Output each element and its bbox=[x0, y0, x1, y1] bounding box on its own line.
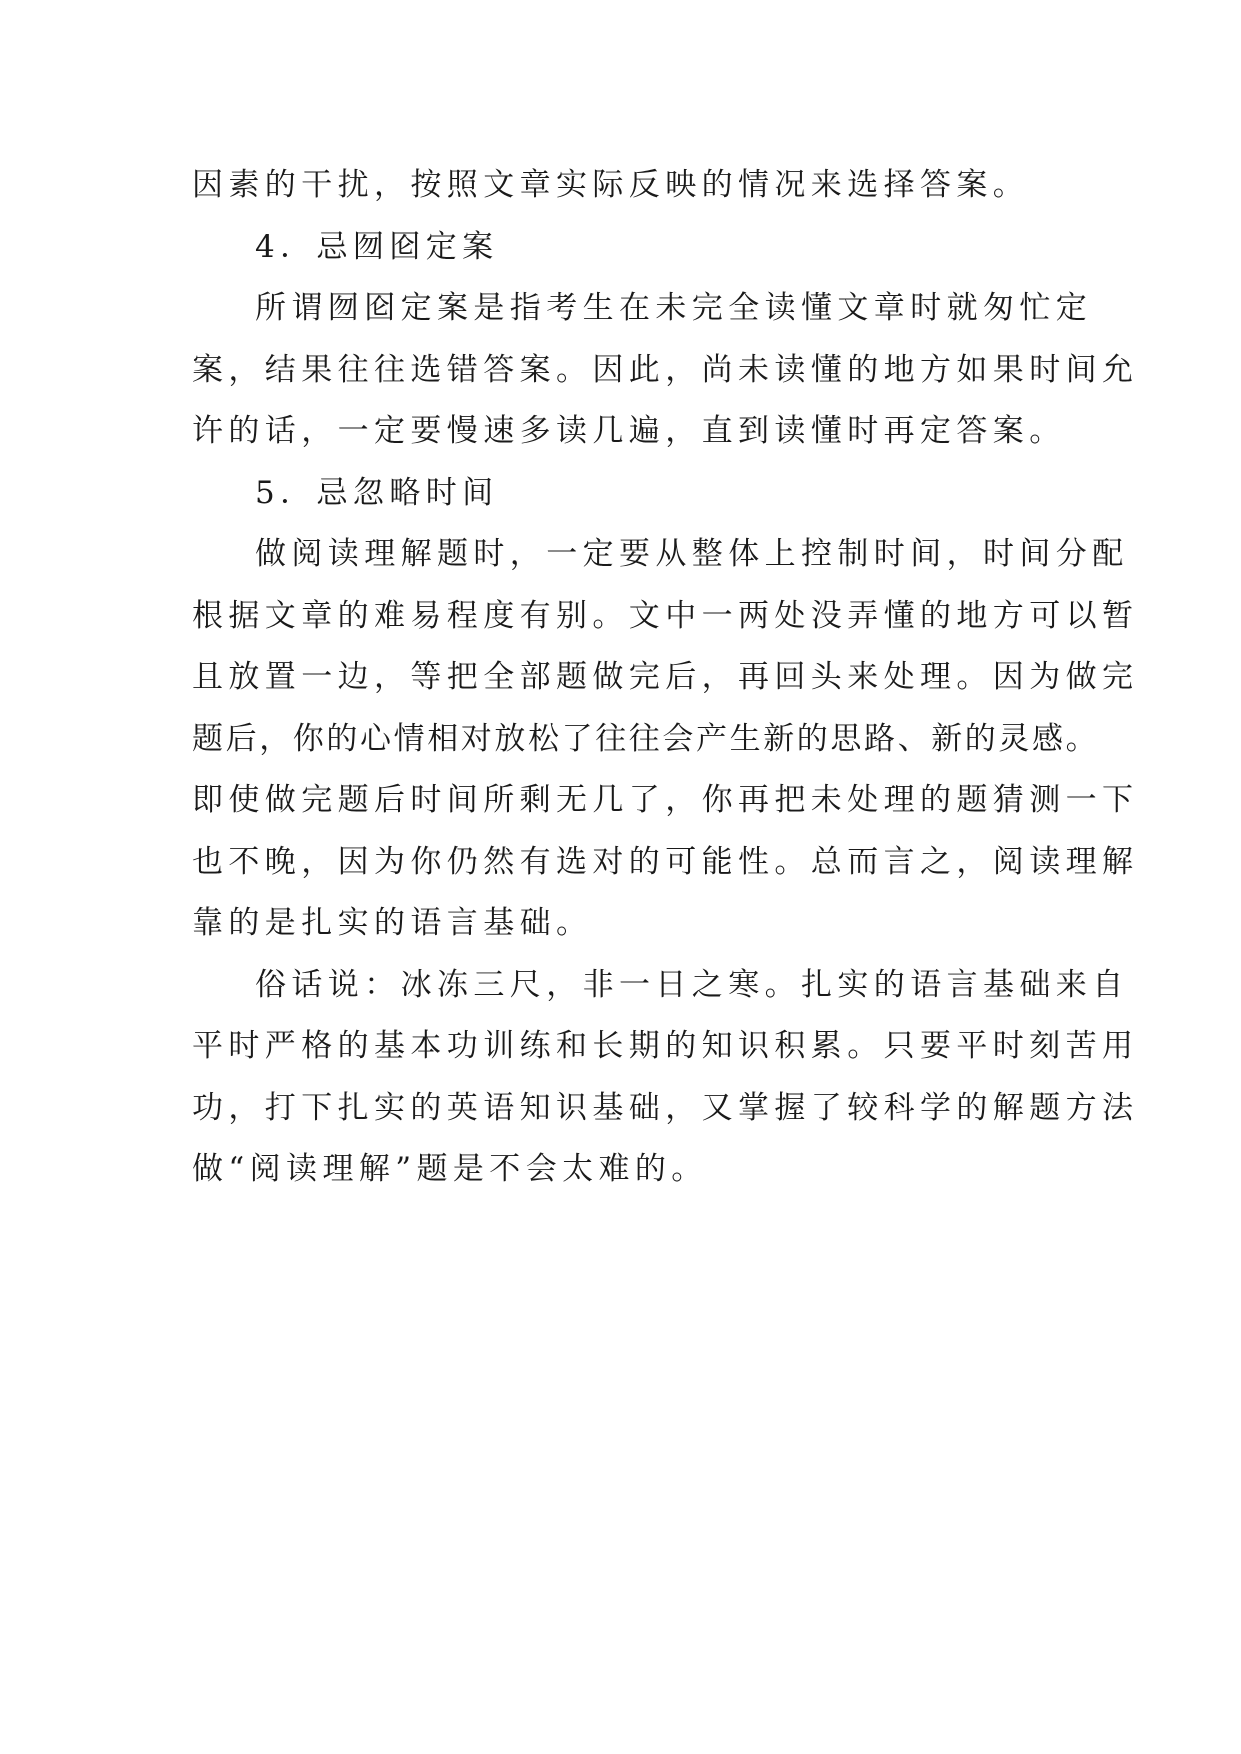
paragraph-line: 即使做完题后时间所剩无几了，你再把未处理的题猜测一下 bbox=[192, 782, 1139, 818]
paragraph-line: 做“阅读理解”题是不会太难的。 bbox=[192, 1151, 708, 1187]
document-page bbox=[192, 155, 1139, 1201]
paragraph-line: 功，打下扎实的英语知识基础，又掌握了较科学的解题方法 bbox=[192, 1089, 1139, 1126]
paragraph-line: 案，结果往往选错答案。因此，尚未读懂的地方如果时间允 bbox=[192, 351, 1139, 388]
paragraph-line: 靠的是扎实的语言基础。 bbox=[192, 905, 593, 941]
paragraph-line: 根据文章的难易程度有别。文中一两处没弄懂的地方可以暂 bbox=[192, 597, 1139, 634]
paragraph-line: 平时严格的基本功训练和长期的知识积累。只要平时刻苦用 bbox=[192, 1028, 1139, 1064]
paragraph-line: 许的话，一定要慢速多读几遍，直到读懂时再定答案。 bbox=[192, 413, 1066, 449]
paragraph-line: 且放置一边，等把全部题做完后，再回头来处理。因为做完 bbox=[192, 659, 1139, 695]
paragraph-line: 做阅读理解题时，一定要从整体上控制时间，时间分配 bbox=[255, 536, 1129, 572]
paragraph-line: 也不晚，因为你仍然有选对的可能性。总而言之，阅读理解 bbox=[192, 843, 1139, 880]
paragraph-line: 俗话说：冰冻三尺，非一日之寒。扎实的语言基础来自 bbox=[255, 966, 1129, 1003]
section-heading: 4．忌囫囵定案 bbox=[255, 228, 499, 265]
paragraph-line: 题后，你的心情相对放松了往往会产生新的思路、新的灵感。 bbox=[192, 720, 1100, 757]
paragraph-line: 所谓囫囵定案是指考生在未完全读懂文章时就匆忙定 bbox=[255, 290, 1093, 326]
paragraph-line: 因素的干扰，按照文章实际反映的情况来选择答案。 bbox=[192, 167, 1030, 203]
section-heading: 5．忌忽略时间 bbox=[255, 474, 499, 511]
